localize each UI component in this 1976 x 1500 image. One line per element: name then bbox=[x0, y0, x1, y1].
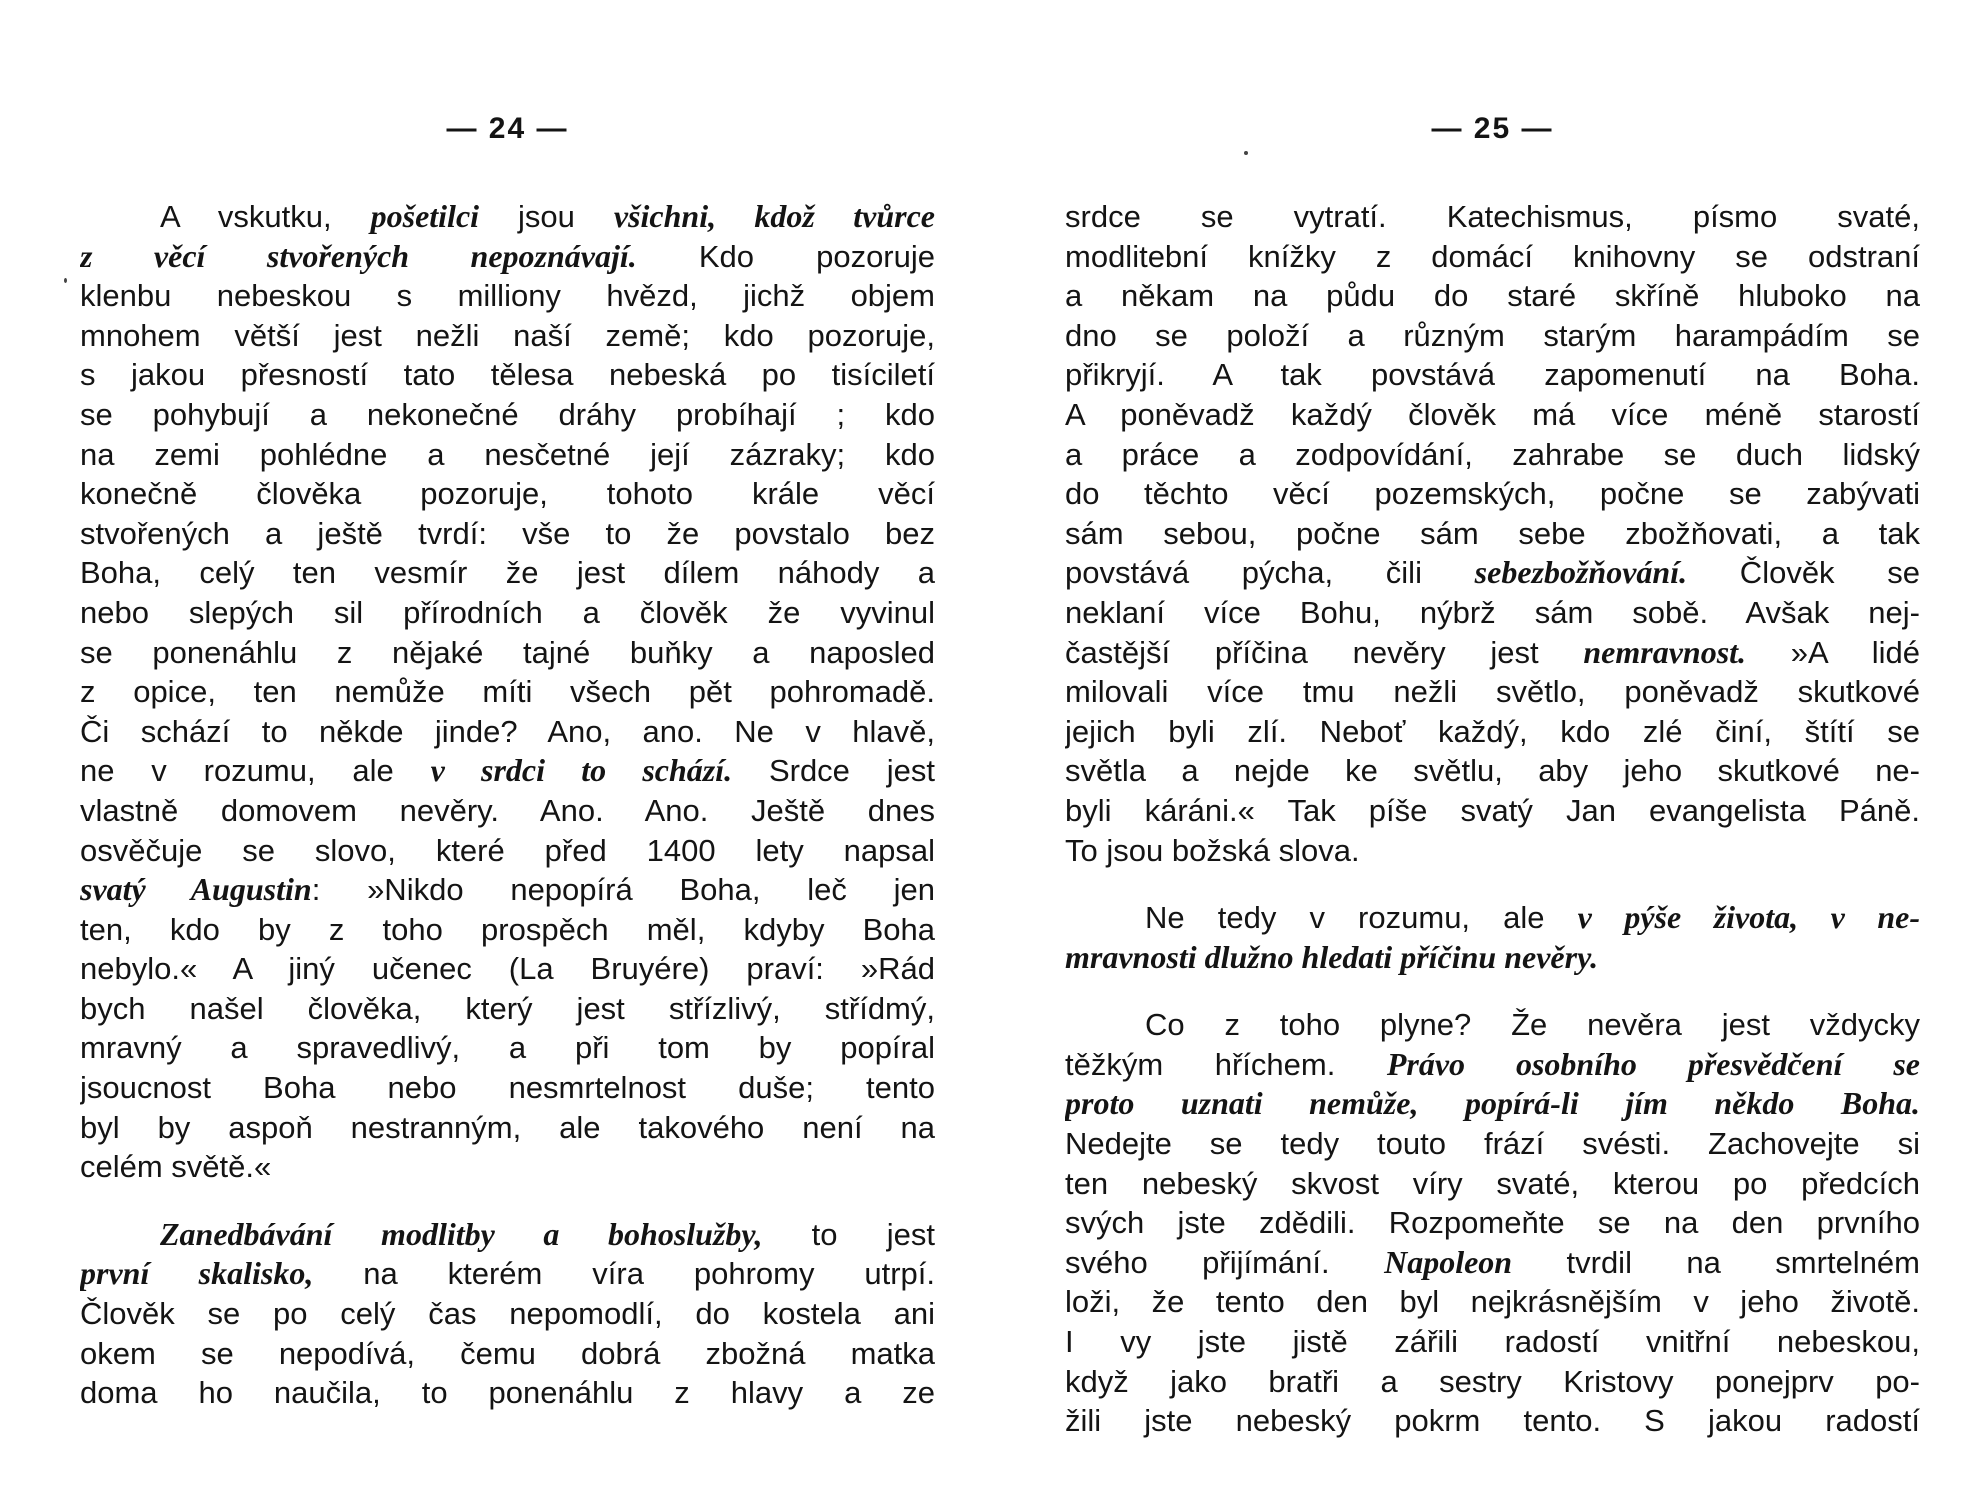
text-segment: se pohybují a nekonečné dráhy probíhají ; kdo bbox=[80, 396, 935, 432]
text-segment: I vy jste jistě zářili radostí vnitřní nebeskou, bbox=[1065, 1324, 1920, 1360]
text-line bbox=[80, 1254, 935, 1294]
text-line bbox=[80, 553, 935, 593]
text-line bbox=[1065, 1005, 1920, 1045]
text-segment: svého přijímání. bbox=[1065, 1244, 1385, 1280]
text-segment: povstává pýcha, čili bbox=[1065, 555, 1475, 591]
text-segment: Člověk se po celý čas nepomodlí, do kostela ani bbox=[80, 1296, 935, 1332]
text-line bbox=[1065, 672, 1920, 712]
text-segment: konečně člověka pozoruje, tohoto krále věcí bbox=[80, 476, 935, 512]
text-segment: svých jste zdědili. Rozpomeňte se na den prvního bbox=[1065, 1205, 1920, 1241]
text-segment: osvěčuje se slovo, které před 1400 lety napsal bbox=[80, 832, 935, 868]
text-segment: »A lidé bbox=[1746, 634, 1920, 670]
text-segment: A vskutku, bbox=[160, 199, 371, 234]
text-line bbox=[1065, 474, 1920, 514]
print-speck bbox=[64, 278, 67, 283]
text-segment: Boha, celý ten vesmír že jest dílem náhody a bbox=[80, 555, 935, 591]
text-segment: tvrdil na smrtelném bbox=[1512, 1244, 1920, 1280]
text-line bbox=[1065, 791, 1920, 831]
text-segment: z opice, ten nemůže míti všech pět pohromadě. bbox=[80, 674, 935, 710]
text-line bbox=[1065, 1362, 1920, 1402]
text-segment: byl by aspoň nestranným, ale takového není na bbox=[80, 1109, 935, 1145]
text-segment: to jest bbox=[762, 1216, 935, 1252]
text-line bbox=[80, 237, 935, 277]
text-line bbox=[1065, 1322, 1920, 1362]
text-segment: A poněvadž každý člověk má více méně starostí bbox=[1065, 396, 1920, 432]
text-segment: Kdo pozoruje bbox=[636, 238, 935, 274]
left-page bbox=[80, 0, 935, 1500]
text-line bbox=[80, 1147, 935, 1187]
text-segment: okem se nepodívá, čemu dobrá zbožná matka bbox=[80, 1335, 935, 1371]
text-segment: na kterém víra pohromy utrpí. bbox=[313, 1256, 935, 1292]
emphasized-text: mravnosti dlužno hledati příčinu nevěry. bbox=[1065, 938, 1599, 975]
text-segment: Nedejte se tedy touto frází svésti. Zachovejte si bbox=[1065, 1126, 1920, 1162]
text-segment: jsou bbox=[479, 199, 614, 234]
left-page-text bbox=[80, 197, 935, 1413]
text-segment: stvořených a ještě tvrdí: vše to že povstalo bez bbox=[80, 515, 935, 551]
text-line bbox=[1065, 1282, 1920, 1322]
text-segment: Ne tedy v rozumu, ale bbox=[1145, 900, 1578, 936]
text-segment: do těchto věcí pozemských, počne se zabývati bbox=[1065, 476, 1920, 512]
text-line bbox=[80, 276, 935, 316]
print-speck bbox=[1244, 151, 1248, 155]
text-line bbox=[1065, 1164, 1920, 1204]
text-segment: když jako bratři a sestry Kristovy ponejprv po- bbox=[1065, 1363, 1920, 1399]
text-line bbox=[1065, 831, 1920, 871]
text-line bbox=[80, 316, 935, 356]
text-line bbox=[1065, 1124, 1920, 1164]
text-line bbox=[1065, 1045, 1920, 1085]
text-line bbox=[80, 791, 935, 831]
text-segment: jejich byli zlí. Neboť každý, kdo zlé činí, štítí se bbox=[1065, 713, 1920, 749]
text-segment: dno se položí a různým starým harampádím se bbox=[1065, 317, 1920, 353]
emphasized-text: Zanedbávání modlitby a bohoslužby, bbox=[160, 1215, 763, 1252]
text-segment: Člověk se bbox=[1687, 555, 1920, 591]
text-line bbox=[80, 474, 935, 514]
text-segment: srdce se vytratí. Katechismus, písmo svaté, bbox=[1065, 199, 1920, 234]
text-line bbox=[1065, 1243, 1920, 1283]
emphasized-text: Právo osobního přesvědčení se bbox=[1386, 1045, 1920, 1082]
emphasized-text: proto uznati nemůže, popírá-li jím někdo Boha. bbox=[1065, 1085, 1920, 1122]
text-line bbox=[80, 514, 935, 554]
text-line bbox=[1065, 553, 1920, 593]
text-segment: ten, kdo by z toho prospěch měl, kdyby Boha bbox=[80, 911, 935, 947]
text-line bbox=[80, 633, 935, 673]
text-line bbox=[80, 949, 935, 989]
text-line bbox=[80, 197, 935, 237]
text-line bbox=[80, 1334, 935, 1374]
text-line bbox=[80, 1108, 935, 1148]
text-segment: a práce a zodpovídání, zahrabe se duch lidský bbox=[1065, 436, 1920, 472]
emphasized-text: sebezbožňování. bbox=[1474, 554, 1688, 591]
text-segment: byli káráni.« Tak píše svatý Jan evangelista Páně. bbox=[1065, 792, 1920, 828]
emphasized-text: v pýše života, v ne- bbox=[1577, 899, 1920, 936]
text-segment: na zemi pohlédne a nesčetné její zázraky; kdo bbox=[80, 436, 935, 472]
text-segment: neklaní více Bohu, nýbrž sám sobě. Avšak nej- bbox=[1065, 594, 1920, 630]
emphasized-text: první skalisko, bbox=[80, 1255, 314, 1292]
text-segment: doma ho naučila, to ponenáhlu z hlavy a ze bbox=[80, 1375, 935, 1411]
text-line bbox=[1065, 355, 1920, 395]
text-line bbox=[1065, 938, 1920, 978]
emphasized-text: pošetilci bbox=[370, 198, 480, 234]
text-line bbox=[1065, 633, 1920, 673]
text-line bbox=[1065, 237, 1920, 277]
text-segment: To jsou božská slova. bbox=[1065, 832, 1360, 868]
text-line bbox=[80, 395, 935, 435]
text-line bbox=[80, 831, 935, 871]
text-segment: ten nebeský skvost víry svaté, kterou po předcích bbox=[1065, 1165, 1920, 1201]
text-segment: žili jste nebeský pokrm tento. S jakou radostí bbox=[1065, 1403, 1920, 1439]
text-line bbox=[1065, 712, 1920, 752]
emphasized-text: nemravnost. bbox=[1583, 633, 1747, 670]
text-line bbox=[1065, 316, 1920, 356]
text-line bbox=[80, 751, 935, 791]
emphasized-text: v srdci to schází. bbox=[430, 752, 733, 789]
text-segment: ne v rozumu, ale bbox=[80, 753, 431, 789]
emphasized-text: svatý Augustin bbox=[80, 871, 312, 908]
text-segment: mnohem větší jest nežli naší země; kdo pozoruje, bbox=[80, 317, 935, 353]
text-segment: mravný a spravedlivý, a při tom by popíral bbox=[80, 1030, 935, 1066]
text-line bbox=[1065, 435, 1920, 475]
text-line bbox=[1065, 1401, 1920, 1441]
text-segment: sám sebou, počne sám sebe zbožňovati, a tak bbox=[1065, 515, 1920, 551]
text-line bbox=[1065, 593, 1920, 633]
text-line bbox=[1065, 1084, 1920, 1124]
text-segment: jsoucnost Boha nebo nesmrtelnost duše; tento bbox=[80, 1070, 935, 1106]
text-line bbox=[1065, 514, 1920, 554]
page-number-right: — 25 — bbox=[1431, 112, 1554, 145]
text-line bbox=[1065, 197, 1920, 237]
text-segment: přikryjí. A tak povstává zapomenutí na Boha. bbox=[1065, 357, 1920, 393]
text-segment: loži, že tento den byl nejkrásnějším v jeho životě. bbox=[1065, 1284, 1920, 1320]
text-segment: těžkým hříchem. bbox=[1065, 1046, 1387, 1082]
text-line bbox=[80, 989, 935, 1029]
text-segment: světla a nejde ke světlu, aby jeho skutkové ne- bbox=[1065, 753, 1920, 789]
text-segment: Co z toho plyne? Že nevěra jest vždycky bbox=[1145, 1007, 1920, 1043]
text-line bbox=[1065, 1203, 1920, 1243]
text-line bbox=[80, 1294, 935, 1334]
text-segment: celém světě.« bbox=[80, 1149, 272, 1185]
text-line bbox=[80, 870, 935, 910]
text-line bbox=[80, 1373, 935, 1413]
text-line bbox=[1065, 751, 1920, 791]
text-line bbox=[80, 1028, 935, 1068]
text-segment: nebylo.« A jiný učenec (La Bruyére) praví: »Rád bbox=[80, 951, 935, 987]
page-number-left: — 24 — bbox=[446, 112, 569, 145]
text-line bbox=[80, 435, 935, 475]
text-line bbox=[80, 1068, 935, 1108]
text-segment: : »Nikdo nepopírá Boha, leč jen bbox=[311, 872, 935, 908]
text-segment: s jakou přesností tato tělesa nebeská po tisíciletí bbox=[80, 357, 935, 393]
text-line bbox=[80, 593, 935, 633]
text-line bbox=[80, 1215, 935, 1255]
text-line bbox=[80, 672, 935, 712]
emphasized-text: Napoleon bbox=[1384, 1243, 1513, 1280]
right-page bbox=[1065, 0, 1920, 1500]
text-line bbox=[80, 355, 935, 395]
text-segment: Či schází to někde jinde? Ano, ano. Ne v hlavě, bbox=[80, 713, 935, 749]
text-line bbox=[1065, 395, 1920, 435]
text-segment: bych našel člověka, který jest střízlivý, střídmý, bbox=[80, 990, 935, 1026]
right-page-text bbox=[1065, 197, 1920, 1441]
text-segment: častější příčina nevěry jest bbox=[1065, 634, 1584, 670]
text-segment: milovali více tmu nežli světlo, poněvadž skutkové bbox=[1065, 674, 1920, 710]
text-segment: nebo slepých sil přírodních a člověk že vyvinul bbox=[80, 594, 935, 630]
text-segment: vlastně domovem nevěry. Ano. Ano. Ještě dnes bbox=[80, 792, 935, 828]
text-line bbox=[80, 910, 935, 950]
text-segment: Srdce jest bbox=[732, 753, 935, 789]
text-line bbox=[1065, 276, 1920, 316]
emphasized-text: všichni, kdož tvůrce bbox=[613, 198, 935, 234]
text-line bbox=[80, 712, 935, 752]
emphasized-text: z věcí stvořených nepoznávají. bbox=[80, 237, 637, 274]
text-line bbox=[1065, 898, 1920, 938]
text-segment: klenbu nebeskou s milliony hvězd, jichž objem bbox=[80, 278, 935, 314]
text-segment: modlitební knížky z domácí knihovny se odstraní bbox=[1065, 238, 1920, 274]
text-segment: a někam na půdu do staré skříně hluboko na bbox=[1065, 278, 1920, 314]
text-segment: se ponenáhlu z nějaké tajné buňky a naposled bbox=[80, 634, 935, 670]
